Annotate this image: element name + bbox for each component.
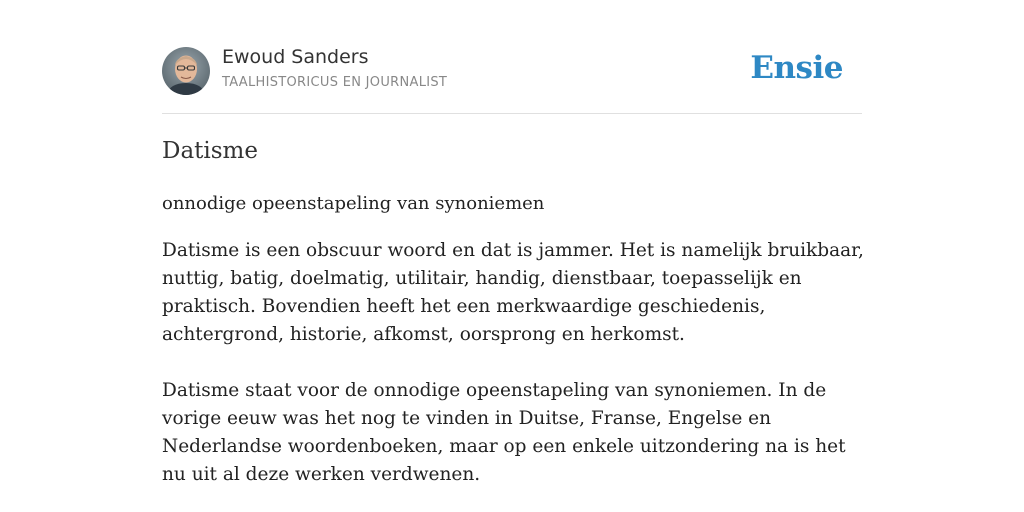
entry-title: Datisme: [162, 138, 258, 164]
author-header: [162, 46, 862, 96]
header-divider: [162, 113, 862, 114]
avatar[interactable]: [162, 47, 210, 95]
entry-definition: onnodige opeenstapeling van synoniemen: [162, 193, 545, 214]
entry-paragraph: Datisme staat voor de onnodige opeenstapeling van synoniemen. In de vorige eeuw was het nog te vinden in Duitse, Franse, Engelse en Nederlandse woordenboeken, maar op een enkele uitzondering na is het nu uit al deze werken verdwenen.: [162, 380, 846, 485]
author-role: TAALHISTORICUS EN JOURNALIST: [222, 75, 448, 90]
entry-paragraph: Datisme is een obscuur woord en dat is jammer. Het is namelijk bruikbaar, nuttig, batig, doelmatig, utilitair, handig, dienstbaar, toepasselijk en praktisch. Bovendien heeft het een merkwaardige geschiedenis, achtergrond, historie, afkomst, oorsprong en herkomst.: [162, 240, 864, 345]
author-portrait-icon: [162, 47, 210, 95]
brand-logo[interactable]: Ensie: [750, 50, 843, 86]
entry-body: [162, 237, 872, 512]
author-name[interactable]: Ewoud Sanders: [222, 46, 369, 68]
